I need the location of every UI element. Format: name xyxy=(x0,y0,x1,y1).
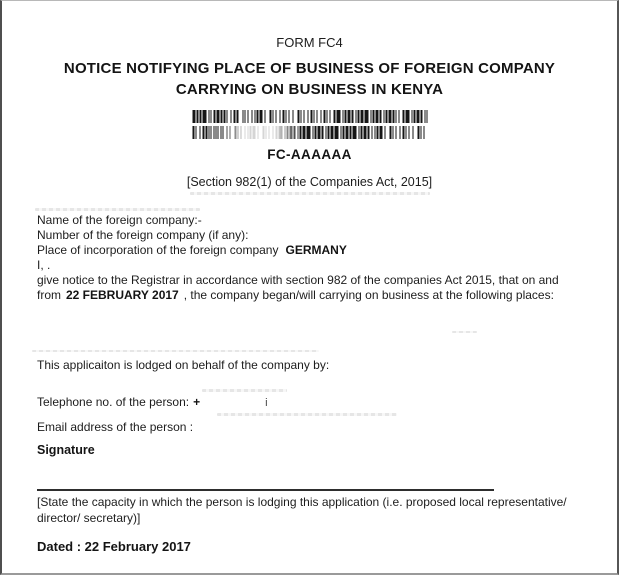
notice-paragraph-line2 xyxy=(37,288,554,302)
capacity-note-line1: [State the capacity in which the person is lodging this application (i.e. proposed local representative/ xyxy=(37,495,567,509)
signature-label: Signature xyxy=(37,443,95,457)
barcode-image xyxy=(192,110,427,140)
redaction-ghost xyxy=(32,350,319,352)
redaction-ghost xyxy=(217,413,397,416)
form-title xyxy=(2,58,617,100)
field-telephone xyxy=(37,395,268,409)
incorporation-label: Place of incorporation of the foreign company xyxy=(37,243,279,257)
barcode-row xyxy=(192,110,427,123)
redaction-ghost xyxy=(202,389,287,392)
form-number: FORM FC4 xyxy=(276,35,343,50)
section-reference: [Section 982(1) of the Companies Act, 2015] xyxy=(186,175,433,189)
telephone-plus: + xyxy=(193,395,201,409)
notice-paragraph-line1: give notice to the Registrar in accordance with section 982 of the companies Act 2015, that on and xyxy=(37,273,559,287)
telephone-redacted-remnant: i xyxy=(265,397,268,409)
redaction-ghost xyxy=(452,331,477,333)
field-email: Email address of the person : xyxy=(37,420,194,434)
field-company-name: Name of the foreign company:- xyxy=(37,213,202,227)
dated-line: Dated : 22 February 2017 xyxy=(37,539,191,554)
redaction-ghost xyxy=(190,192,430,195)
reference-code: FC-AAAAAA xyxy=(267,147,352,162)
barcode-redaction-artifact xyxy=(226,125,298,140)
form-title-line1: NOTICE NOTIFYING PLACE OF BUSINESS OF FOREIGN COMPANY xyxy=(63,60,556,77)
notice-date: 22 FEBRUARY 2017 xyxy=(66,288,179,302)
declarant-line: I, . xyxy=(37,258,51,272)
lodged-line: This applicaiton is lodged on behalf of the company by: xyxy=(37,358,330,372)
signature-divider-line xyxy=(37,489,494,491)
capacity-note-line2: director/ secretary)] xyxy=(37,511,141,525)
notice-from-prefix: from xyxy=(37,288,61,302)
telephone-label: Telephone no. of the person: xyxy=(37,395,190,409)
notice-suffix: , the company began/will carrying on business at the following places: xyxy=(183,288,554,302)
form-title-line2: CARRYING ON BUSINESS IN KENYA xyxy=(175,81,444,98)
incorporation-value: GERMANY xyxy=(285,243,347,257)
redaction-ghost xyxy=(35,208,200,211)
field-incorporation xyxy=(37,243,347,257)
field-company-number: Number of the foreign company (if any): xyxy=(37,228,249,242)
